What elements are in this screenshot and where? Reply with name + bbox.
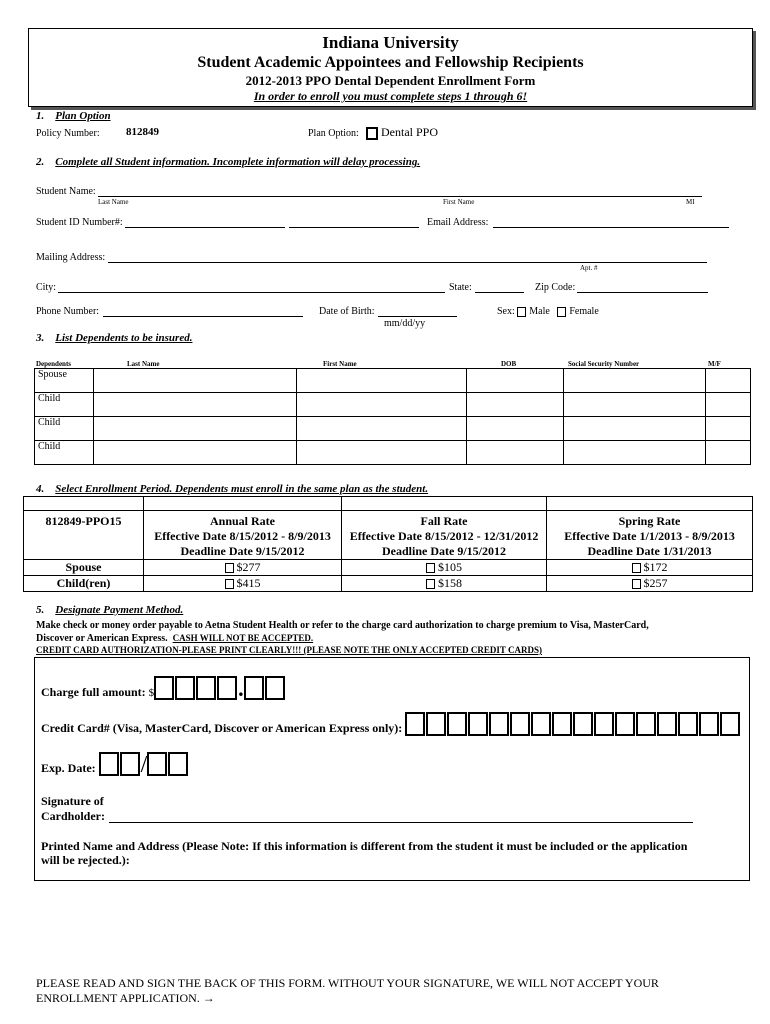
digit-box[interactable] xyxy=(657,712,677,736)
exp-label: Exp. Date: xyxy=(41,761,96,775)
spring-spouse-option[interactable] xyxy=(547,560,753,576)
period-deadline: Deadline Date 9/15/2012 xyxy=(382,544,506,558)
last-name-cell[interactable] xyxy=(94,369,297,393)
no-cash-notice: CASH WILL NOT BE ACCEPTED. xyxy=(172,633,314,643)
digit-box[interactable] xyxy=(615,712,635,736)
rates-table xyxy=(23,496,753,592)
arrow-right-icon: → xyxy=(202,991,215,1005)
ssn-cell[interactable] xyxy=(564,369,706,393)
section5-heading xyxy=(36,604,183,616)
email-label: Email Address: xyxy=(427,217,489,228)
phone-field[interactable] xyxy=(103,316,303,317)
plan-option-label: Plan Option: xyxy=(308,128,359,139)
col-last-name: Last Name xyxy=(127,360,160,368)
policy-value: 812849 xyxy=(126,126,159,138)
fall-spouse-option[interactable] xyxy=(342,560,547,576)
card-label: Credit Card# (Visa, MasterCard, Discover or American Express only): xyxy=(41,721,403,735)
col-mf: M/F xyxy=(708,360,721,368)
section5-number: 5. xyxy=(36,604,45,616)
exp-date-field[interactable] xyxy=(41,752,189,776)
checkbox-icon[interactable] xyxy=(426,563,435,573)
mf-cell[interactable] xyxy=(706,393,751,417)
section2-heading xyxy=(36,156,420,168)
checkbox-icon[interactable] xyxy=(225,579,234,589)
section4-title: Select Enrollment Period. Dependents must enroll in the same plan as the student. xyxy=(55,483,429,495)
date-slash: / xyxy=(140,752,148,778)
rate-value: $158 xyxy=(438,576,462,590)
plan-code: 812849-PPO15 xyxy=(24,511,144,560)
digit-box[interactable] xyxy=(552,712,572,736)
apt-caption: Apt. # xyxy=(580,264,598,272)
checkbox-icon[interactable] xyxy=(426,579,435,589)
mf-cell[interactable] xyxy=(706,441,751,465)
section3-number: 3. xyxy=(36,332,45,344)
first-name-cell[interactable] xyxy=(297,441,467,465)
sex-field xyxy=(497,306,599,317)
period-name: Fall Rate xyxy=(420,514,468,528)
instruction: In order to enroll you must complete steps 1 through 6! xyxy=(253,89,528,103)
city-label: City: xyxy=(36,282,57,293)
zip-field[interactable] xyxy=(577,292,708,293)
digit-box[interactable] xyxy=(168,752,188,776)
subtitle: Student Academic Appointees and Fellowship Recipients xyxy=(197,54,584,71)
signature-field[interactable] xyxy=(109,822,693,823)
checkbox-icon[interactable] xyxy=(366,127,378,140)
section1-number: 1. xyxy=(36,110,45,122)
payment-instructions-text: Discover or American Express. xyxy=(36,633,168,644)
digit-box[interactable] xyxy=(147,752,167,776)
table-row xyxy=(24,511,753,560)
footer-text: ENROLLMENT APPLICATION. xyxy=(36,991,200,1005)
digit-box[interactable] xyxy=(489,712,509,736)
signature-label-1: Signature of xyxy=(41,794,104,808)
table-row xyxy=(24,497,753,511)
first-name-cell[interactable] xyxy=(297,417,467,441)
rate-value: $105 xyxy=(438,560,462,574)
footer-line-1: PLEASE READ AND SIGN THE BACK OF THIS FORM. WITHOUT YOUR SIGNATURE, WE WILL NOT ACCEPT YOUR xyxy=(36,976,659,990)
dob-cell[interactable] xyxy=(467,369,564,393)
table-row xyxy=(24,560,753,576)
male-label: Male xyxy=(529,306,550,317)
rate-value: $172 xyxy=(643,560,668,574)
cc-notice: CREDIT CARD AUTHORIZATION-PLEASE PRINT CLEARLY!!! (PLEASE NOTE THE ONLY ACCEPTED CREDIT CARDS) xyxy=(36,645,543,655)
period-name: Annual Rate xyxy=(209,514,275,528)
state-label: State: xyxy=(449,282,472,293)
digit-box[interactable] xyxy=(196,676,216,700)
dollar-sign: $ xyxy=(148,687,155,699)
form-title: 2012-2013 PPO Dental Dependent Enrollment Form xyxy=(245,73,536,88)
digit-box[interactable] xyxy=(720,712,740,736)
student-name-label: Student Name: xyxy=(36,186,96,197)
children-label: Child(ren) xyxy=(24,576,144,592)
checkbox-icon[interactable] xyxy=(632,563,641,573)
section1-heading xyxy=(36,110,111,122)
printed-name-label-2: will be rejected.): xyxy=(41,853,130,867)
dob-format: mm/dd/yy xyxy=(384,318,426,329)
footer-line-2 xyxy=(36,991,215,1006)
digit-box[interactable] xyxy=(510,712,530,736)
charge-label: Charge full amount: xyxy=(41,685,146,699)
table-row xyxy=(24,576,753,592)
card-number-field[interactable] xyxy=(41,712,741,736)
checkbox-icon[interactable] xyxy=(225,563,234,573)
last-name-cell[interactable] xyxy=(94,441,297,465)
period-annual xyxy=(144,511,342,560)
digit-box[interactable] xyxy=(244,676,264,700)
checkbox-icon[interactable] xyxy=(632,579,641,589)
rate-value: $415 xyxy=(236,576,261,590)
state-field[interactable] xyxy=(475,292,524,293)
form-header xyxy=(28,28,753,107)
period-deadline: Deadline Date 9/15/2012 xyxy=(180,544,305,558)
dob-cell[interactable] xyxy=(467,417,564,441)
ssn-cell[interactable] xyxy=(564,393,706,417)
policy-label: Policy Number: xyxy=(36,128,100,139)
male-checkbox[interactable] xyxy=(517,307,526,317)
col-dob: DOB xyxy=(501,360,517,368)
period-deadline: Deadline Date 1/31/2013 xyxy=(587,544,712,558)
email-field[interactable] xyxy=(493,227,729,228)
digit-box[interactable] xyxy=(594,712,614,736)
first-name-cell[interactable] xyxy=(297,369,467,393)
plan-option-field[interactable] xyxy=(366,125,438,140)
digit-box[interactable] xyxy=(405,712,425,736)
digit-box[interactable] xyxy=(447,712,467,736)
section4-heading xyxy=(36,483,428,495)
last-name-caption: Last Name xyxy=(98,198,129,206)
sex-label: Sex: xyxy=(497,306,515,317)
rate-value: $257 xyxy=(643,576,668,590)
first-name-caption: First Name xyxy=(443,198,475,206)
dob-cell[interactable] xyxy=(467,393,564,417)
digit-box[interactable] xyxy=(217,676,237,700)
spring-children-option[interactable] xyxy=(547,576,753,592)
period-effective: Effective Date 8/15/2012 - 12/31/2012 xyxy=(349,529,539,543)
digit-box[interactable] xyxy=(678,712,698,736)
mi-caption: MI xyxy=(686,198,695,206)
student-id-label: Student ID Number#: xyxy=(36,217,123,228)
period-spring xyxy=(547,511,753,560)
digit-box[interactable] xyxy=(636,712,656,736)
payment-box xyxy=(34,657,750,881)
digit-box[interactable] xyxy=(468,712,488,736)
charge-amount-field[interactable] xyxy=(41,676,286,700)
student-id-field-2[interactable] xyxy=(289,227,419,228)
dependent-type: Child xyxy=(35,393,94,417)
decimal-point: . xyxy=(238,676,244,701)
table-row xyxy=(35,441,751,465)
section2-title: Complete all Student information. Incomplete information will delay processing. xyxy=(55,156,421,168)
digit-box[interactable] xyxy=(154,676,174,700)
digit-box[interactable] xyxy=(531,712,551,736)
zip-label: Zip Code: xyxy=(535,282,576,293)
rate-value: $277 xyxy=(236,560,261,574)
col-first-name: First Name xyxy=(323,360,357,368)
digit-box[interactable] xyxy=(426,712,446,736)
dob-field[interactable] xyxy=(378,316,457,317)
spouse-label: Spouse xyxy=(24,560,144,576)
dependent-type: Child xyxy=(35,417,94,441)
period-effective: Effective Date 1/1/2013 - 8/9/2013 xyxy=(564,529,735,543)
section5-title: Designate Payment Method. xyxy=(55,604,184,616)
period-name: Spring Rate xyxy=(618,514,681,528)
mf-cell[interactable] xyxy=(706,417,751,441)
plan-option-value: Dental PPO xyxy=(381,125,438,139)
section4-number: 4. xyxy=(36,483,45,495)
period-effective: Effective Date 8/15/2012 - 8/9/2013 xyxy=(154,529,331,543)
first-name-cell[interactable] xyxy=(297,393,467,417)
payment-instructions-1: Make check or money order payable to Aetna Student Health or refer to the charge card authorization to charge premium to Visa, MasterCard, xyxy=(36,620,649,631)
dependents-table xyxy=(34,368,751,465)
payment-instructions-2 xyxy=(36,633,313,644)
dob-label: Date of Birth: xyxy=(319,306,375,317)
dependent-type: Child xyxy=(35,441,94,465)
dependent-type: Spouse xyxy=(35,369,94,393)
signature-label-2: Cardholder: xyxy=(41,809,105,823)
mailing-label: Mailing Address: xyxy=(36,252,106,263)
digit-box[interactable] xyxy=(175,676,195,700)
printed-name-label-1: Printed Name and Address (Please Note: If this information is different from the student it must be included or the application xyxy=(41,839,688,853)
annual-children-option[interactable] xyxy=(144,576,342,592)
female-label: Female xyxy=(569,306,599,317)
annual-spouse-option[interactable] xyxy=(144,560,342,576)
section1-title: Plan Option xyxy=(55,110,111,122)
fall-children-option[interactable] xyxy=(342,576,547,592)
digit-box[interactable] xyxy=(699,712,719,736)
student-id-field[interactable] xyxy=(125,227,285,228)
digit-box[interactable] xyxy=(573,712,593,736)
table-row xyxy=(35,417,751,441)
table-row xyxy=(35,369,751,393)
table-row xyxy=(35,393,751,417)
phone-label: Phone Number: xyxy=(36,306,100,317)
female-checkbox[interactable] xyxy=(557,307,566,317)
section2-number: 2. xyxy=(36,156,45,168)
col-dependents: Dependents xyxy=(36,360,72,368)
ssn-cell[interactable] xyxy=(564,417,706,441)
mf-cell[interactable] xyxy=(706,369,751,393)
col-ssn: Social Security Number xyxy=(568,360,640,368)
university-title: Indiana University xyxy=(322,33,459,52)
digit-box[interactable] xyxy=(265,676,285,700)
digit-box[interactable] xyxy=(120,752,140,776)
student-name-field[interactable] xyxy=(98,196,702,197)
mailing-field[interactable] xyxy=(108,262,707,263)
last-name-cell[interactable] xyxy=(94,417,297,441)
ssn-cell[interactable] xyxy=(564,441,706,465)
period-fall xyxy=(342,511,547,560)
digit-box[interactable] xyxy=(99,752,119,776)
section3-title: List Dependents to be insured. xyxy=(55,332,193,344)
dob-cell[interactable] xyxy=(467,441,564,465)
last-name-cell[interactable] xyxy=(94,393,297,417)
city-field[interactable] xyxy=(58,292,445,293)
section3-heading xyxy=(36,332,192,344)
